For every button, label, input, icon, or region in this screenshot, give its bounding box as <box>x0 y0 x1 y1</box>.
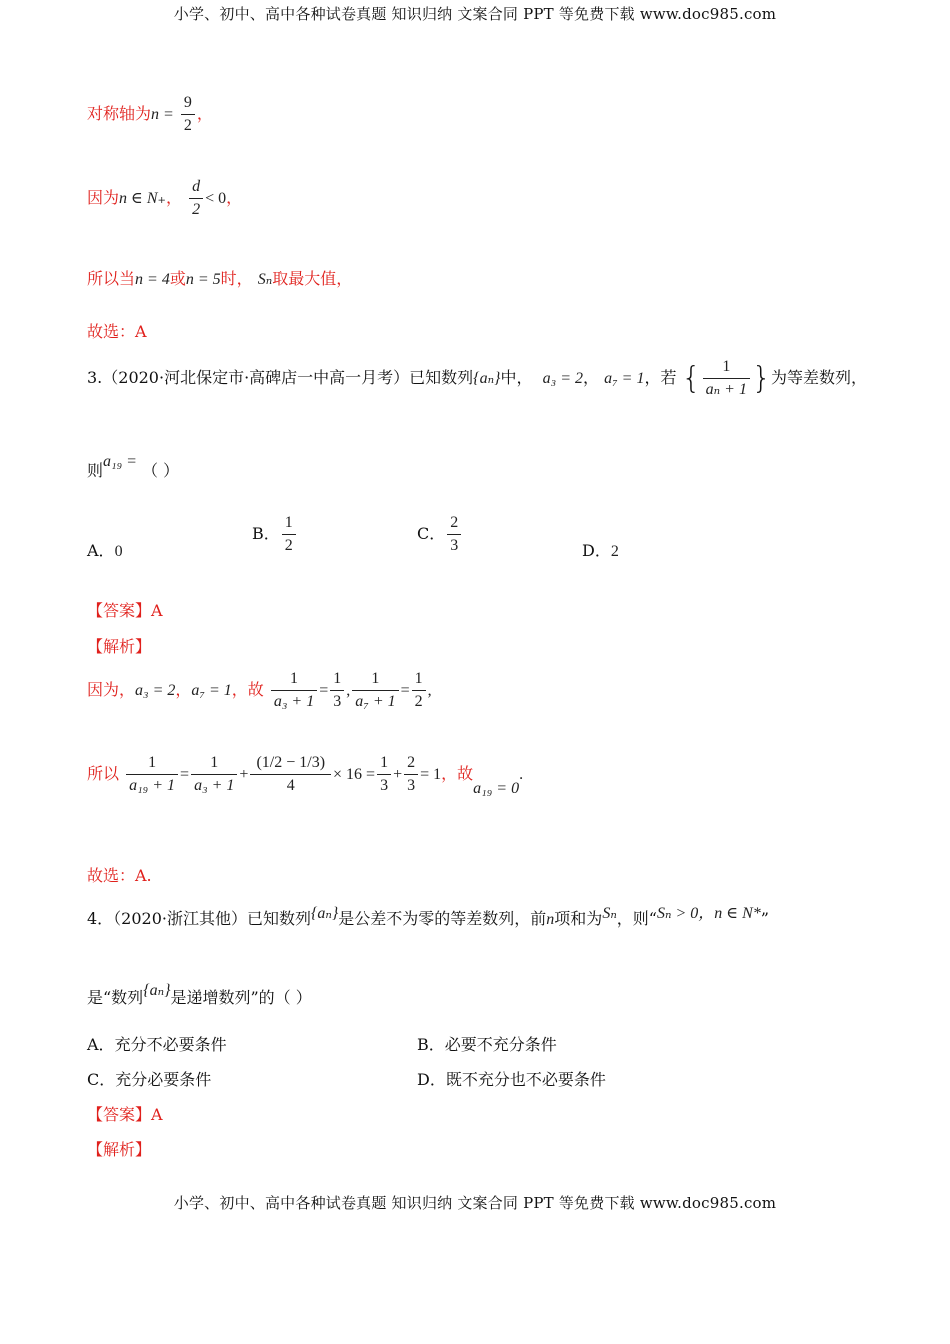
q3-option-b <box>252 512 298 557</box>
prev-choose: 故选：A <box>87 322 147 341</box>
q3-sol1-r1 <box>330 668 344 713</box>
q3-then <box>87 453 180 481</box>
q3-sol1-label: 因为， <box>87 680 136 699</box>
axis-num: 9 <box>181 92 195 115</box>
q3-sol1-end: , <box>427 682 432 699</box>
q3-sol1-r2 <box>412 668 426 713</box>
q4-stem-c: 项和为 <box>554 909 603 928</box>
q4-stem-e: ” <box>760 909 769 928</box>
q3-sol2-frac1 <box>126 752 178 797</box>
q4-sn: Sₙ <box>602 905 617 922</box>
q3-stem-b: 中， <box>500 368 533 387</box>
q4-option-b-text: 必要不充分条件 <box>444 1035 557 1054</box>
d-den: 2 <box>192 201 201 218</box>
q4-stem-a: 4．（2020·浙江其他）已知数列 <box>87 909 311 928</box>
q3-then-expr: a₁₉ = <box>103 453 137 470</box>
q3-sol2-bigfrac-num: (1/2 − 1/3) <box>250 752 331 775</box>
q3-option-c-letter: C． <box>417 524 446 543</box>
q3-sol2-end: . <box>519 766 524 783</box>
q3-sol1-c2: a₇ = 1 <box>191 682 232 699</box>
q4-seq: {aₙ} <box>311 905 339 922</box>
q3-option-d-value: 2 <box>610 543 619 560</box>
q3-sol1-frac1 <box>271 668 317 713</box>
q3-sol2-r2-den: 3 <box>407 777 416 794</box>
q4-option-d-letter: D． <box>417 1070 446 1089</box>
q3-sol2-tail: = 1 <box>420 766 442 783</box>
q3-sol2-frac2-num: 1 <box>191 752 237 775</box>
axis-den: 2 <box>183 117 192 134</box>
q3-sol1-r2-den: 2 <box>414 693 423 710</box>
q3-sol1-so: ，故 <box>231 680 264 699</box>
q3-sol1-comma: , <box>346 682 351 699</box>
axis-tail: ， <box>196 104 213 123</box>
q4-option-a-letter: A． <box>87 1035 115 1054</box>
q3-sol1-frac2-den: a₇ + 1 <box>355 693 396 710</box>
so-when: 时， <box>220 269 253 288</box>
q3-sol2-result: a₁₉ = 0 <box>473 780 520 797</box>
so-tail: 取最大值， <box>272 269 353 288</box>
because-sep: ， <box>165 188 182 207</box>
q3-sol1-frac2-num: 1 <box>352 668 398 691</box>
because-line <box>87 176 242 221</box>
q4-option-b <box>417 1032 557 1055</box>
q4-line2-b: 是递增数列”的（ ） <box>170 988 312 1007</box>
q3-sol1-c1: a₃ = 2 <box>135 682 176 699</box>
q3-stem-a: 3.（2020·河北保定市·高碑店一中高一月考）已知数列 <box>87 368 474 387</box>
q3-sol2-frac1-num: 1 <box>126 752 178 775</box>
q3-option-a-value: 0 <box>114 543 123 560</box>
because-tail: ， <box>226 188 243 207</box>
q3-sol1-r1-num: 1 <box>330 668 344 691</box>
d-num: d <box>189 176 203 199</box>
q3-sol2-plus2: + <box>393 766 403 783</box>
q4-option-b-letter: B． <box>417 1035 445 1054</box>
q4-option-c-text: 充分必要条件 <box>115 1070 212 1089</box>
page-header: 小学、初中、高中各种试卷真题 知识归纳 文案合同 PPT 等免费下载 www.doc985.com <box>173 5 777 23</box>
q3-sol1-sep: ， <box>175 680 192 699</box>
q3-sol2-mul: × 16 = <box>333 766 376 783</box>
q3-sol2-r1-num: 1 <box>377 752 391 775</box>
q3-option-c-den: 3 <box>450 537 459 554</box>
q3-sol2-label: 所以 <box>87 764 120 783</box>
q3-sol2-r2-num: 2 <box>404 752 418 775</box>
q3-sep1: ， <box>583 368 600 387</box>
q3-sol2 <box>87 752 523 797</box>
q3-sol1-frac1-num: 1 <box>271 668 317 691</box>
q4-line2 <box>87 982 312 1008</box>
q3-frac-num: 1 <box>703 356 750 379</box>
q3-cond1: a₃ = 2 <box>542 370 583 387</box>
q4-stem-d: ，则“ <box>616 909 657 928</box>
q3-choose: 故选：A. <box>87 866 152 885</box>
q3-option-c-frac <box>447 512 461 557</box>
so-sn: Sₙ <box>257 271 273 288</box>
d-fraction <box>189 176 203 221</box>
q3-sol1-frac1-den: a₃ + 1 <box>273 693 315 710</box>
so-label: 所以当 <box>87 269 136 288</box>
q3-sol2-frac2 <box>191 752 237 797</box>
q4-analysis: 【解析】 <box>87 1140 152 1159</box>
q3-analysis: 【解析】 <box>87 637 152 656</box>
q3-option-b-letter: B． <box>252 524 280 543</box>
q3-answer: 【答案】A <box>87 601 163 620</box>
q3-sol1-r2-num: 1 <box>412 668 426 691</box>
q4-stem-b: 是公差不为零的等差数列，前 <box>338 909 547 928</box>
q4-n: n <box>546 911 555 928</box>
q3-option-b-num: 1 <box>282 512 296 535</box>
q3-option-c-num: 2 <box>447 512 461 535</box>
q4-option-a-text: 充分不必要条件 <box>114 1035 227 1054</box>
page-footer: 小学、初中、高中各种试卷真题 知识归纳 文案合同 PPT 等免费下载 www.doc985.com <box>173 1194 777 1212</box>
q3-sol2-eq: = <box>180 766 190 783</box>
because-label: 因为 <box>87 188 120 207</box>
q4-option-a <box>87 1032 227 1055</box>
q4-stem <box>87 906 769 929</box>
q3-sol2-bigfrac <box>250 752 331 797</box>
q3-brace-left-icon: { <box>681 361 701 396</box>
q4-cond: Sₙ > 0，n ∈ N* <box>656 905 761 922</box>
q3-sep2: ，若 <box>644 368 677 387</box>
q3-fraction <box>703 356 750 401</box>
q3-sol2-r1 <box>377 752 391 797</box>
q3-blank: （ ） <box>142 461 180 480</box>
q3-brace-right-icon: } <box>751 361 772 396</box>
so-or: 或 <box>169 269 186 288</box>
q4-answer: 【答案】A <box>87 1105 163 1124</box>
q3-sol1-r1-den: 3 <box>333 693 342 710</box>
so-eq2: n = 5 <box>185 271 221 288</box>
because-set: n ∈ N₊ <box>119 190 166 207</box>
q3-sol1-frac2 <box>352 668 398 713</box>
q3-sol2-r2 <box>404 752 418 797</box>
q3-option-a <box>87 538 123 561</box>
q4-line2-a: 是“数列 <box>87 988 144 1007</box>
q3-sol2-so: ，故 <box>441 764 474 783</box>
q3-sol1-eq2: = <box>400 682 410 699</box>
q3-option-b-frac <box>282 512 296 557</box>
q3-sol2-plus: + <box>239 766 249 783</box>
q3-cond2: a₇ = 1 <box>604 370 645 387</box>
q3-option-d <box>582 538 619 561</box>
q3-stem-c: 为等差数列， <box>771 368 868 387</box>
axis-label: 对称轴为 <box>87 104 152 123</box>
so-eq1: n = 4 <box>135 271 170 288</box>
q3-sol1 <box>87 668 432 713</box>
q4-option-d-text: 既不充分也不必要条件 <box>445 1070 606 1089</box>
axis-line <box>87 92 213 137</box>
q3-sol2-inner: 1/2 − 1/3 <box>261 754 320 771</box>
q3-frac-den: aₙ + 1 <box>705 381 747 398</box>
so-line <box>87 266 352 289</box>
q4-line2-seq: {aₙ} <box>143 982 171 999</box>
q4-option-d <box>417 1067 606 1090</box>
q3-option-d-letter: D． <box>582 541 611 560</box>
q3-sol1-eq1: = <box>319 682 329 699</box>
q3-sol2-frac1-den: a₁₉ + 1 <box>129 777 176 794</box>
q3-sol2-frac2-den: a₃ + 1 <box>194 777 235 794</box>
q3-option-b-den: 2 <box>284 537 293 554</box>
q3-option-a-letter: A． <box>87 541 115 560</box>
q3-seq: {aₙ} <box>473 370 501 387</box>
q3-sol2-bigfrac-den: 4 <box>286 777 295 794</box>
q4-option-c <box>87 1067 211 1090</box>
d-ineq: < 0 <box>205 190 227 207</box>
q3-option-c <box>417 512 463 557</box>
q3-sol2-r1-den: 3 <box>380 777 389 794</box>
axis-fraction <box>181 92 195 137</box>
q3-then-label: 则 <box>87 461 104 480</box>
q3-stem <box>87 356 867 401</box>
axis-eq: n = <box>151 106 174 123</box>
q4-option-c-letter: C． <box>87 1070 116 1089</box>
